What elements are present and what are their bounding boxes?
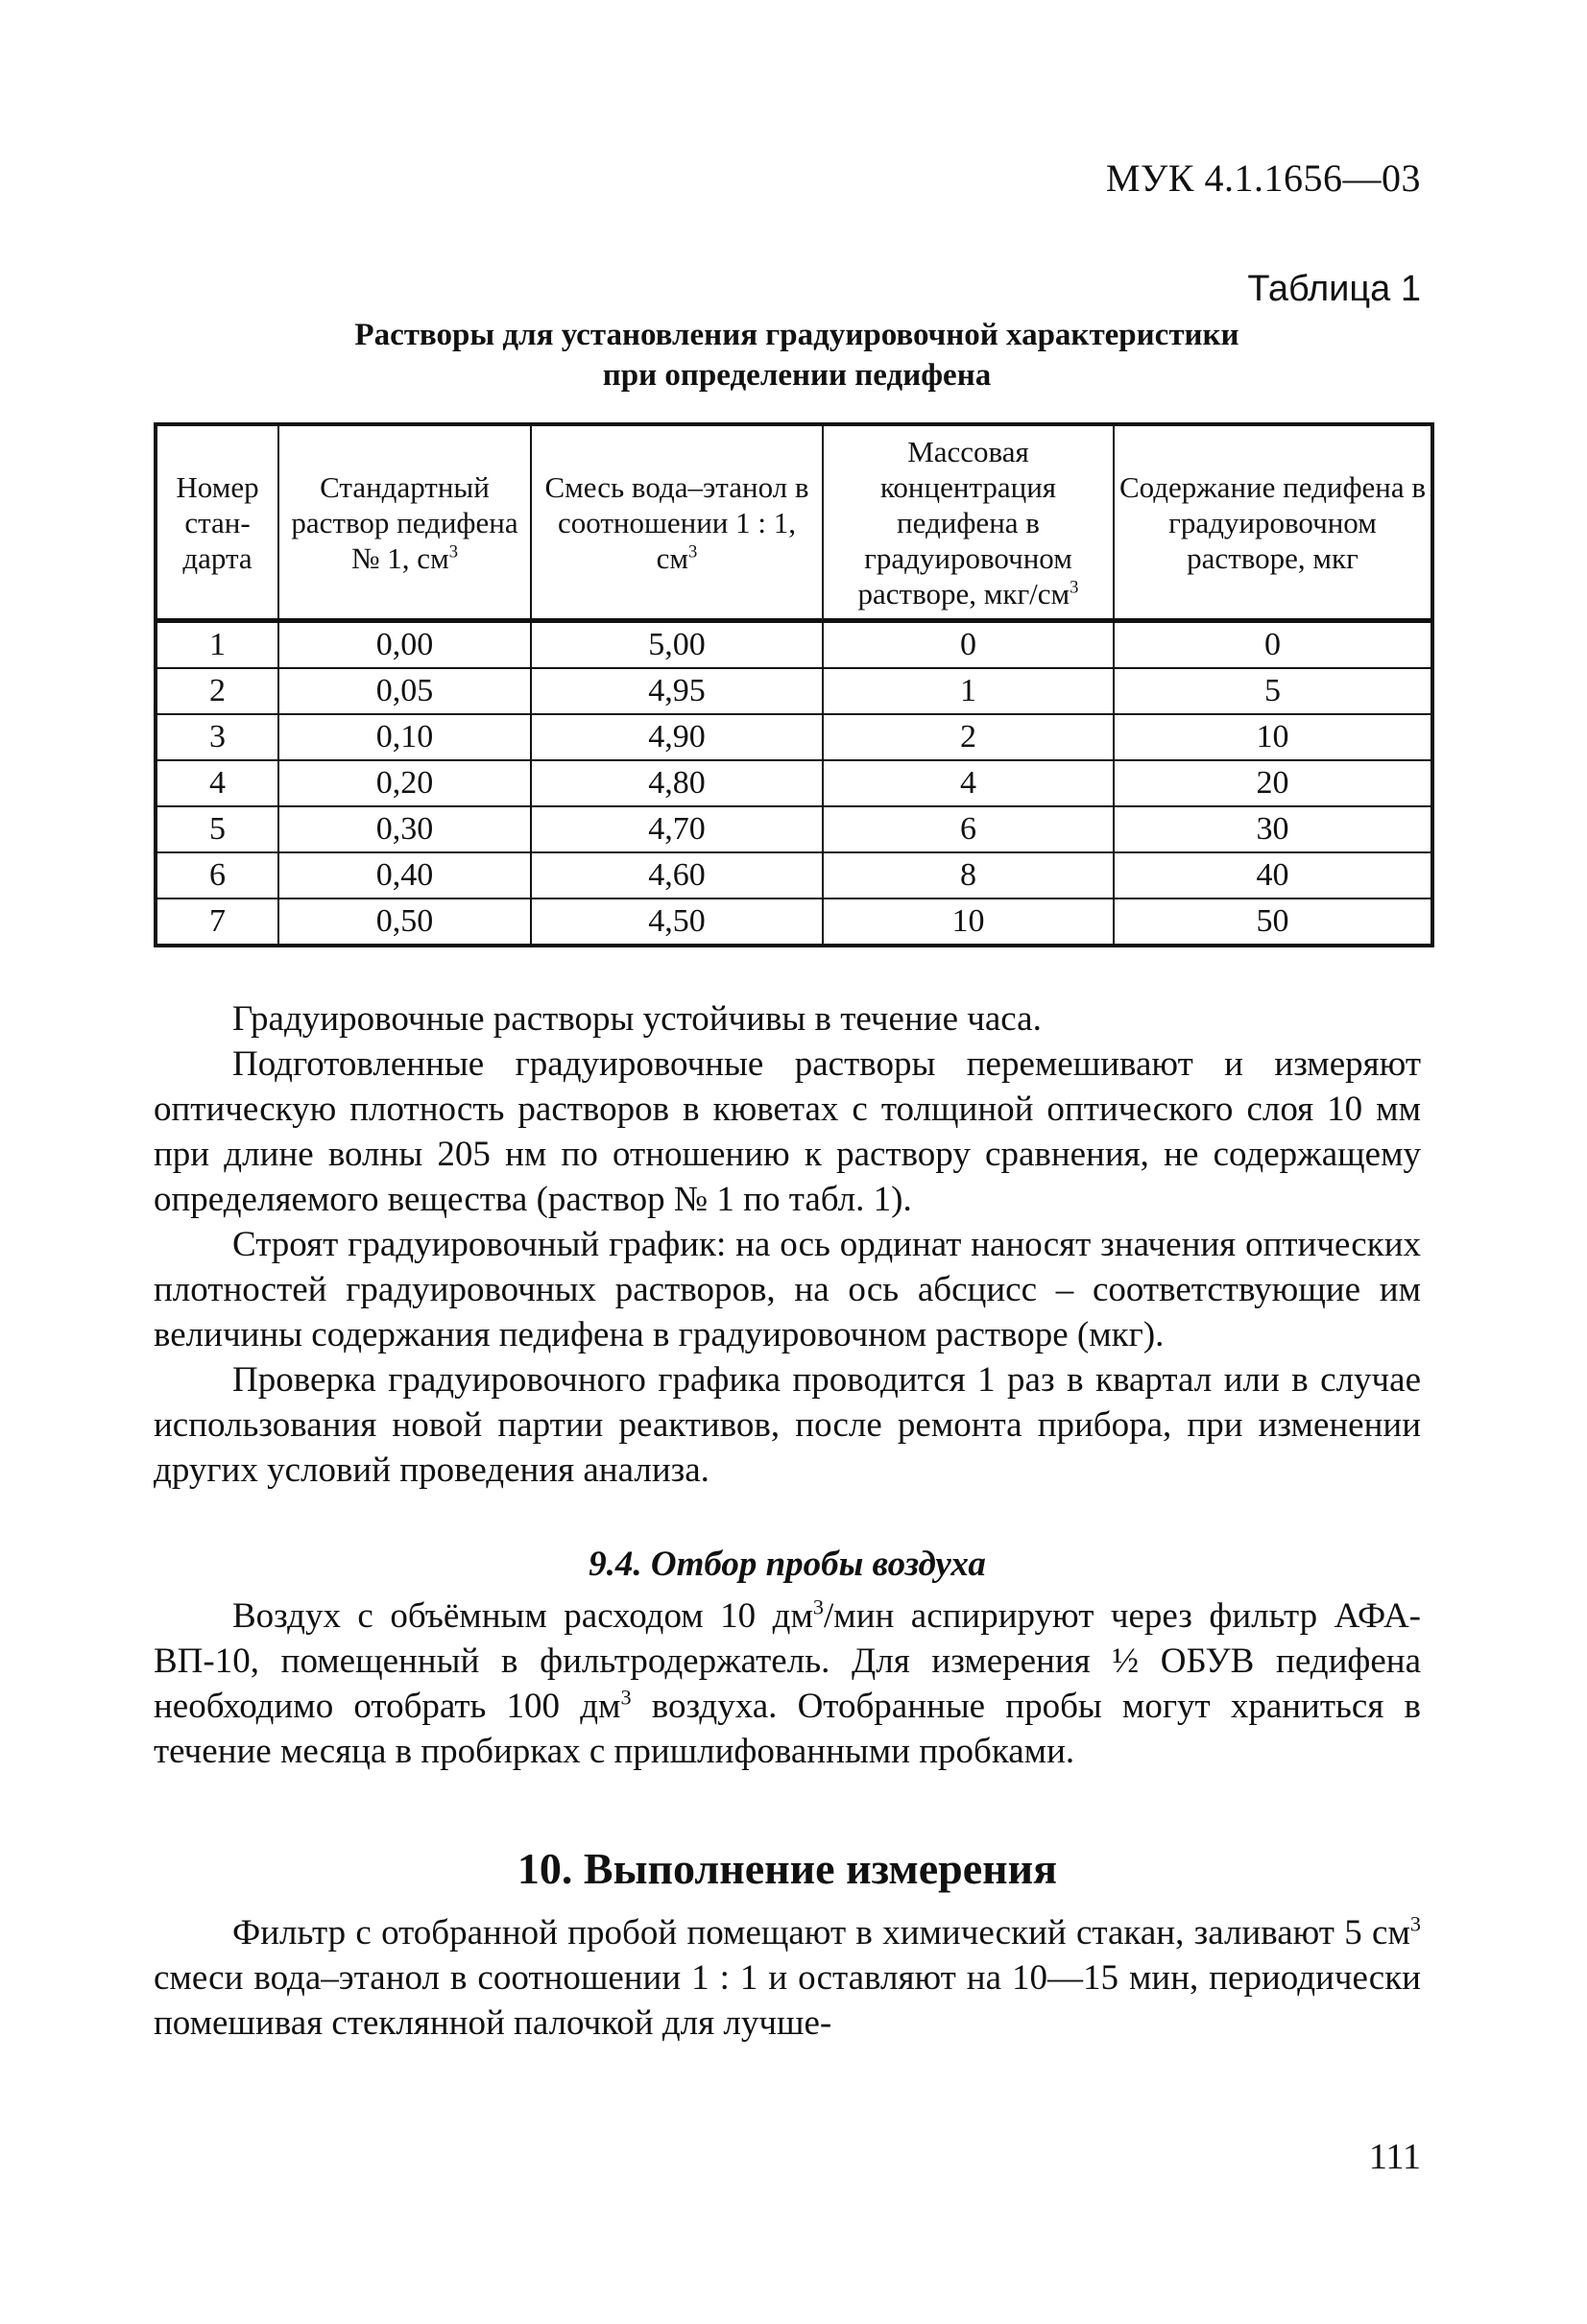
header-water-ethanol-mix: Смесь вода–этанол в соотношении 1 : 1, $см^3$ xyxy=(531,424,823,621)
header-standard-number: Номер стан-дарта xyxy=(156,424,278,621)
cell-standard-solution-volume: 0,40 xyxy=(278,852,531,898)
cell-standard-number: 5 xyxy=(156,806,278,852)
calibration-table xyxy=(154,422,1434,947)
cell-pedifen-content: 20 xyxy=(1114,760,1432,806)
header-pedifen-content: Содержание педифена в градуировочном растворе, мкг xyxy=(1114,424,1432,621)
cell-standard-solution-volume: 0,20 xyxy=(278,760,531,806)
cell-mix-volume: 4,50 xyxy=(531,898,823,946)
paragraph-graph: Строят градуировочный график: на ось ординат наносят значения оптических плотностей градуировочных растворов, на ось абсцисс – соответствующие им величины содержания педифена в градуировочном растворе (мкг). xyxy=(154,1225,1421,1354)
cell-mass-concentration: 1 xyxy=(823,668,1114,714)
paragraph-measurement: Подготовленные градуировочные растворы перемешивают и измеряют оптическую плотность растворов в кюветах с толщиной оптического слоя 10 мм при длине волны 205 нм по отношению к раствору сравнения, не содержащему определяемого вещества (раствор № 1 по табл. 1). xyxy=(154,1044,1421,1219)
measurement-text xyxy=(154,1910,1421,2046)
table-caption-line-2: при определении педифена xyxy=(602,358,992,393)
header-mass-concentration: Массовая концентрация педифена в градуировочном растворе, мкг/$см^3$ xyxy=(823,424,1114,621)
cell-standard-number: 6 xyxy=(156,852,278,898)
table-header-row xyxy=(156,424,1432,621)
cell-standard-solution-volume: 0,30 xyxy=(278,806,531,852)
cell-standard-solution-volume: 0,10 xyxy=(278,714,531,760)
page-number: 111 xyxy=(1368,2137,1421,2177)
table-label: Таблица 1 xyxy=(1247,269,1421,309)
cell-mix-volume: 5,00 xyxy=(531,621,823,669)
cell-pedifen-content: 50 xyxy=(1114,898,1432,946)
paragraph-stability: Градуировочные растворы устойчивы в течение часа. xyxy=(232,999,1042,1039)
table-row xyxy=(156,760,1432,806)
table-caption xyxy=(192,315,1402,395)
cell-mix-volume: 4,90 xyxy=(531,714,823,760)
cell-standard-number: 1 xyxy=(156,621,278,669)
cell-mass-concentration: 6 xyxy=(823,806,1114,852)
cell-standard-solution-volume: 0,50 xyxy=(278,898,531,946)
section-10-title: 10. Выполнение измерения xyxy=(517,1844,1058,1893)
cell-mix-volume: 4,70 xyxy=(531,806,823,852)
cell-pedifen-content: 0 xyxy=(1114,621,1432,669)
cell-pedifen-content: 5 xyxy=(1114,668,1432,714)
cell-pedifen-content: 40 xyxy=(1114,852,1432,898)
cell-mix-volume: 4,95 xyxy=(531,668,823,714)
table-row xyxy=(156,621,1432,669)
table-row xyxy=(156,806,1432,852)
air-sampling-text xyxy=(154,1593,1421,1774)
cell-mass-concentration: 8 xyxy=(823,852,1114,898)
subsection-9-4-title: 9.4. Отбор пробы воздуха xyxy=(589,1545,986,1584)
cell-standard-number: 4 xyxy=(156,760,278,806)
document-code: МУК 4.1.1656—03 xyxy=(1105,156,1421,200)
cell-mass-concentration: 10 xyxy=(823,898,1114,946)
table-row xyxy=(156,898,1432,946)
table-row xyxy=(156,668,1432,714)
cell-standard-number: 2 xyxy=(156,668,278,714)
paragraph-measurement-procedure: Фильтр с отобранной пробой помещают в химический стакан, заливают 5 $см^3$ смеси вода–этанол в соотношении 1 : 1 и оставляют на 10—15 мин, периодически помешивая стеклянной палочкой для лучше- xyxy=(154,1911,1421,2043)
cell-pedifen-content: 30 xyxy=(1114,806,1432,852)
cell-mix-volume: 4,80 xyxy=(531,760,823,806)
table-row xyxy=(156,852,1432,898)
cell-standard-number: 7 xyxy=(156,898,278,946)
paragraph-air-sampling: Воздух с объёмным расходом 10 $дм^3$/мин аспирируют через фильтр АФА-ВП-10, помещенный в фильтродержатель. Для измерения ½ ОБУВ педифена необходимо отобрать 100 $дм^3$ воздуха. Отобранные пробы могут храниться в течение месяца в пробирках с пришлифованными пробками. xyxy=(154,1594,1421,1771)
cell-standard-number: 3 xyxy=(156,714,278,760)
cell-standard-solution-volume: 0,00 xyxy=(278,621,531,669)
cell-mix-volume: 4,60 xyxy=(531,852,823,898)
table-row xyxy=(156,714,1432,760)
cell-mass-concentration: 0 xyxy=(823,621,1114,669)
cell-mass-concentration: 4 xyxy=(823,760,1114,806)
paragraph-graph-check: Проверка градуировочного графика проводится 1 раз в квартал или в случае использования новой партии реактивов, после ремонта прибора, при изменении других условий проведения анализа. xyxy=(154,1360,1421,1490)
cell-mass-concentration: 2 xyxy=(823,714,1114,760)
table-caption-line-1: Растворы для установления градуировочной характеристики xyxy=(354,318,1239,352)
cell-pedifen-content: 10 xyxy=(1114,714,1432,760)
cell-standard-solution-volume: 0,05 xyxy=(278,668,531,714)
calibration-text xyxy=(154,996,1421,1493)
header-standard-solution: Стандартный раствор педифена № 1, $см^3$ xyxy=(278,424,531,621)
